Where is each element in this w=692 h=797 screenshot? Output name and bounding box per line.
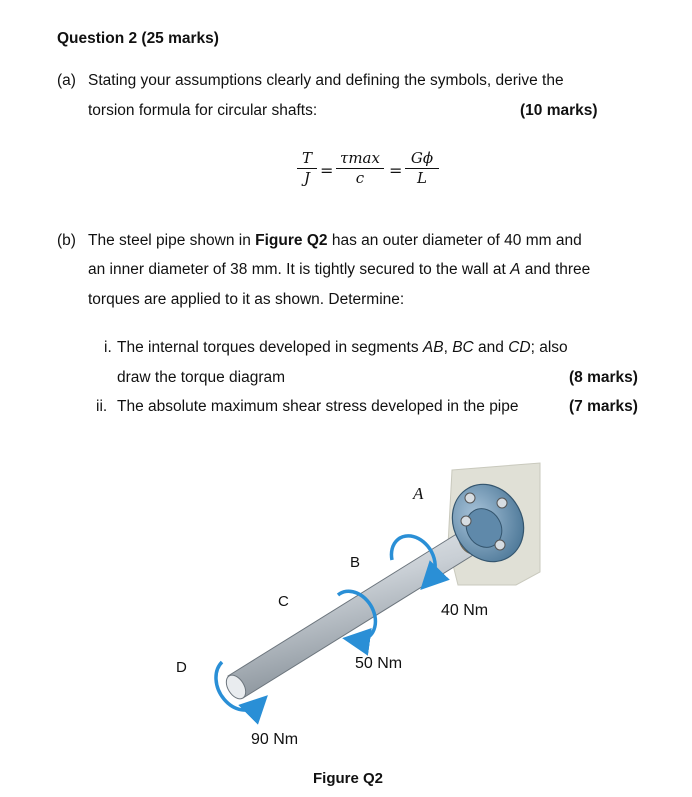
torque-label-c: 50 Nm (355, 655, 403, 672)
formula-max-shear: τmax (340, 149, 380, 167)
bolt-2 (497, 498, 507, 508)
label-point-a: A (413, 484, 424, 503)
torque-label-b: 40 Nm (441, 602, 489, 619)
part-b-label: (b) (57, 232, 76, 249)
part-a-line1: Stating your assumptions clearly and defining the symbols, derive the (88, 72, 564, 89)
label-point-c: C (278, 593, 289, 610)
item-ii-number: ii. (96, 398, 108, 415)
figure-caption: Figure Q2 (313, 770, 384, 787)
item-ii-text: The absolute maximum shear stress developed in the pipe (117, 398, 519, 415)
part-a-label: (a) (57, 72, 76, 89)
bolt-1 (465, 493, 475, 503)
item-i-line1: The internal torques developed in segments AB, BC and CD; also (117, 339, 568, 356)
formula-equals-1: = (320, 161, 334, 180)
torque-label-d: 90 Nm (251, 731, 299, 748)
item-ii-marks: (7 marks) (569, 398, 638, 415)
part-b-line2: an inner diameter of 38 mm. It is tightly secured to the wall at A and three (88, 261, 591, 278)
formula-polar-moment: J (303, 169, 310, 187)
figure-reference: Figure Q2 (255, 232, 328, 249)
formula-equals-2: = (389, 161, 403, 180)
formula-radius: c (355, 169, 365, 187)
part-a-marks: (10 marks) (520, 102, 598, 119)
bolt-3 (495, 540, 505, 550)
part-b-line1: The steel pipe shown in Figure Q2 has an outer diameter of 40 mm and (88, 232, 582, 249)
bolt-4 (461, 516, 471, 526)
part-a-line2: torsion formula for circular shafts: (88, 102, 318, 119)
question-title: Question 2 (25 marks) (57, 30, 219, 47)
item-i-line2: draw the torque diagram (117, 369, 286, 386)
item-i-number: i. (104, 339, 112, 356)
formula-torque: T (301, 149, 312, 167)
part-b-line3: torques are applied to it as shown. Determine: (88, 291, 405, 308)
label-point-d: D (176, 659, 187, 676)
item-i-marks: (8 marks) (569, 369, 638, 386)
formula-g-phi: Gϕ (410, 149, 434, 167)
label-point-b: B (350, 554, 361, 571)
formula-length: L (417, 169, 427, 187)
